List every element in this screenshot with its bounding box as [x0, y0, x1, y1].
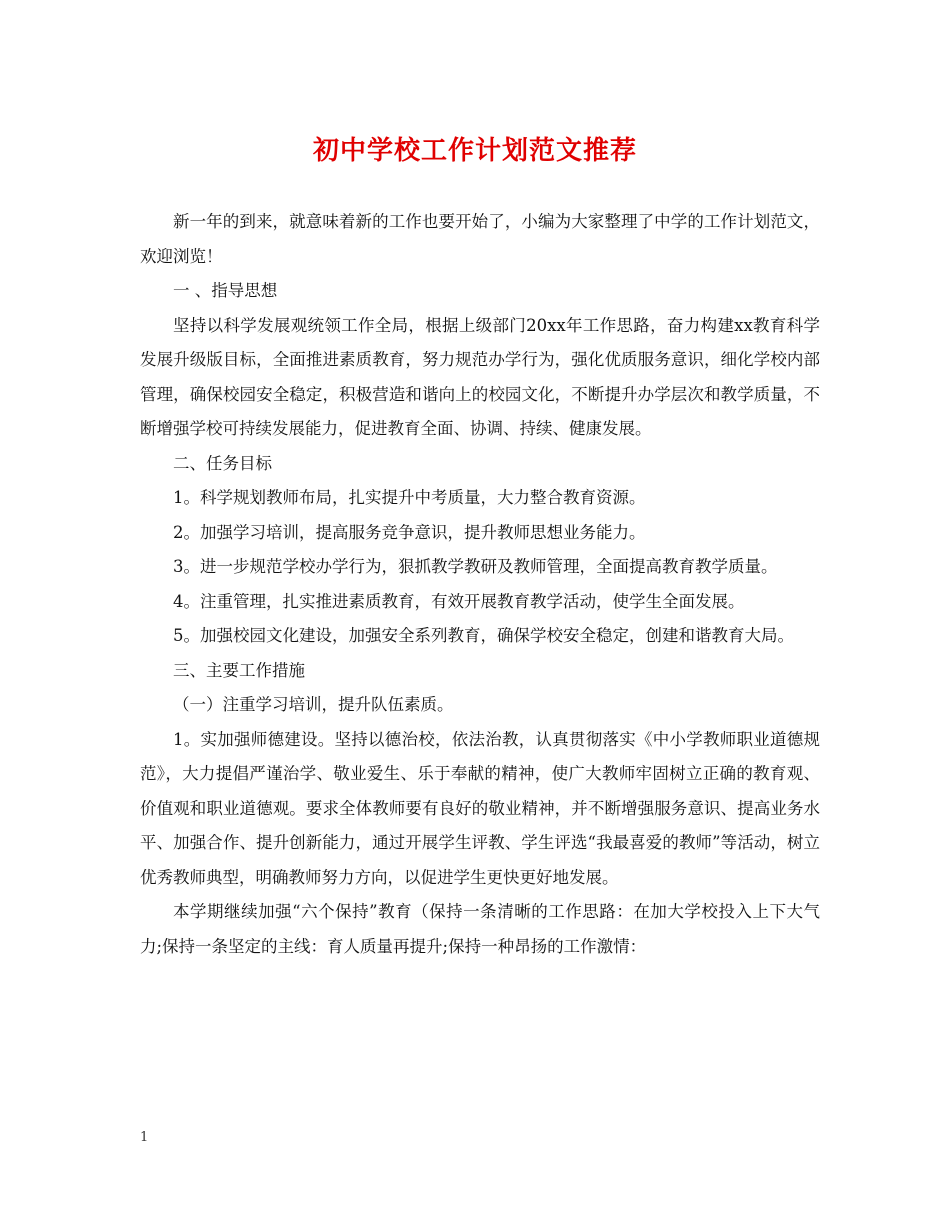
document-title: 初中学校工作计划范文推荐 [312, 136, 637, 166]
paragraph-six-keeps: 本学期继续加强“六个保持”教育（保持一条清晰的工作思路：在加大学校投入上下大气力;保持一条坚定的主线：育人质量再提升;保持一种昂扬的工作激情： [140, 902, 820, 956]
paragraph-guiding-ideology: 坚持以科学发展观统领工作全局，根据上级部门20xx年工作思路，奋力构建xx教育科学发展升级版目标，全面推进素质教育，努力规范办学行为，强化优质服务意识，细化学校内部管理，确保校园安全稳定，积极营造和谐向上的校园文化，不断提升办学层次和教学质量，不断增强学校可持续发展能力，促进教育全面、协调、持续、健康发展。 [140, 315, 820, 438]
goal-item-1: 1。科学规划教师布局，扎实提升中考质量，大力整合教育资源。 [173, 488, 646, 507]
heading-task-goals: 二、任务目标 [173, 453, 272, 473]
goal-item-4: 4。注重管理，扎实推进素质教育，有效开展教育教学活动，使学生全面发展。 [173, 591, 745, 611]
paragraph-ethics: 1。实加强师德建设。坚持以德治校，依法治教，认真贯彻落实《中小学教师职业道德规范》，大力提倡严谨治学、敬业爱生、乐于奉献的精神，使广大教师牢固树立正确的教育观、价值观和职业道德观。要求全体教师要有良好的敬业精神，并不断增强服务意识、提高业务水平、加强合作、提升创新能力，通过开展学生评教、学生评选“我最喜爱的教师”等活动，树立优秀教师典型，明确教师努力方向，以促进学生更快更好地发展。 [140, 729, 820, 887]
heading-main-measures: 三、主要工作措施 [173, 660, 305, 680]
subheading-training: （一）注重学习培训，提升队伍素质。 [173, 695, 454, 714]
heading-guiding-ideology: 一 、指导思想 [173, 281, 278, 300]
page-number: 1 [140, 1130, 149, 1145]
document-body [140, 205, 820, 964]
goal-item-2: 2。加强学习培训，提高服务竞争意识，提升教师思想业务能力。 [173, 522, 646, 542]
paragraph-intro: 新一年的到来，就意味着新的工作也要开始了，小编为大家整理了中学的工作计划范文，欢迎浏览！ [140, 212, 820, 266]
goal-item-3: 3。进一步规范学校办学行为，狠抓教学教研及教师管理，全面提高教育教学质量。 [173, 557, 778, 576]
goal-item-5: 5。加强校园文化建设，加强安全系列教育，确保学校安全稳定，创建和谐教育大局。 [173, 626, 794, 645]
